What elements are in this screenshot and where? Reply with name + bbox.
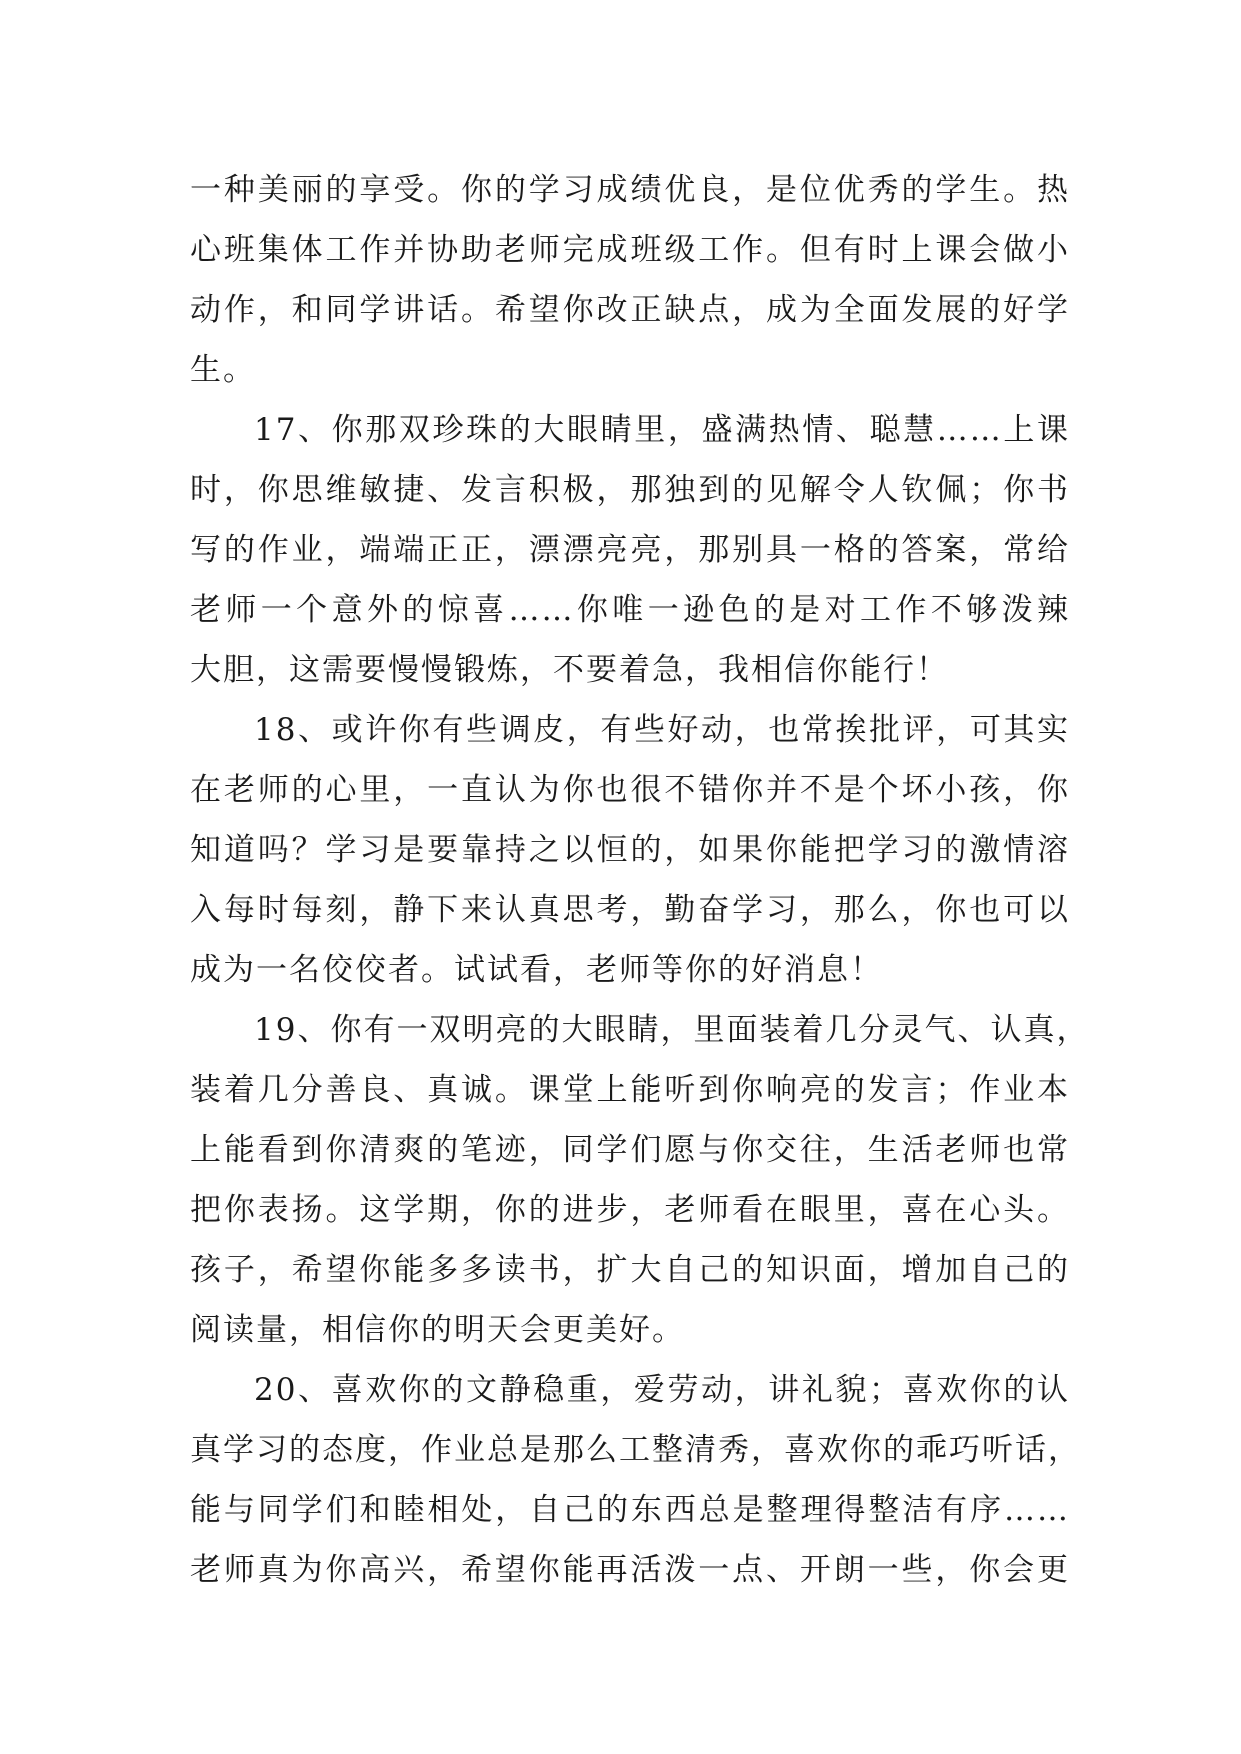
text-line: 生。 — [190, 352, 256, 388]
text-line: 20、喜欢你的文静稳重，爱劳动，讲礼貌；喜欢你的认 — [254, 1372, 1070, 1408]
text-line: 成为一名佼佼者。试试看，老师等你的好消息！ — [190, 952, 883, 988]
text-line: 在老师的心里，一直认为你也很不错你并不是个坏小孩，你 — [190, 772, 1070, 808]
text-line: 18、或许你有些调皮，有些好动，也常挨批评，可其实 — [254, 712, 1070, 748]
text-line: 上能看到你清爽的笔迹，同学们愿与你交往，生活老师也常 — [190, 1132, 1070, 1168]
text-line: 17、你那双珍珠的大眼睛里，盛满热情、聪慧……上课 — [254, 412, 1070, 448]
text-line: 一种美丽的享受。你的学习成绩优良，是位优秀的学生。热 — [190, 172, 1070, 208]
text-line: 真学习的态度，作业总是那么工整清秀，喜欢你的乖巧听话， — [190, 1432, 1081, 1468]
text-line: 时，你思维敏捷、发言积极，那独到的见解令人钦佩；你书 — [190, 472, 1070, 508]
text-line: 孩子，希望你能多多读书，扩大自己的知识面，增加自己的 — [190, 1252, 1070, 1288]
text-line: 大胆，这需要慢慢锻炼，不要着急，我相信你能行！ — [190, 652, 949, 688]
text-line: 老师一个意外的惊喜……你唯一逊色的是对工作不够泼辣 — [190, 592, 1070, 628]
document-body — [190, 160, 1090, 1600]
text-line: 老师真为你高兴，希望你能再活泼一点、开朗一些，你会更 — [190, 1552, 1070, 1588]
text-line: 19、你有一双明亮的大眼睛，里面装着几分灵气、认真， — [254, 1012, 1090, 1048]
text-line: 入每时每刻，静下来认真思考，勤奋学习，那么，你也可以 — [190, 892, 1070, 928]
text-line: 装着几分善良、真诚。课堂上能听到你响亮的发言；作业本 — [190, 1072, 1070, 1108]
text-line: 知道吗？学习是要靠持之以恒的，如果你能把学习的激情溶 — [190, 832, 1070, 868]
text-line: 动作，和同学讲话。希望你改正缺点，成为全面发展的好学 — [190, 292, 1070, 328]
text-line: 阅读量，相信你的明天会更美好。 — [190, 1312, 685, 1348]
text-line: 心班集体工作并协助老师完成班级工作。但有时上课会做小 — [190, 232, 1070, 268]
text-line: 写的作业，端端正正，漂漂亮亮，那别具一格的答案，常给 — [190, 532, 1070, 568]
text-line: 把你表扬。这学期，你的进步，老师看在眼里，喜在心头。 — [190, 1192, 1070, 1228]
text-line: 能与同学们和睦相处，自己的东西总是整理得整洁有序…… — [190, 1492, 1070, 1528]
